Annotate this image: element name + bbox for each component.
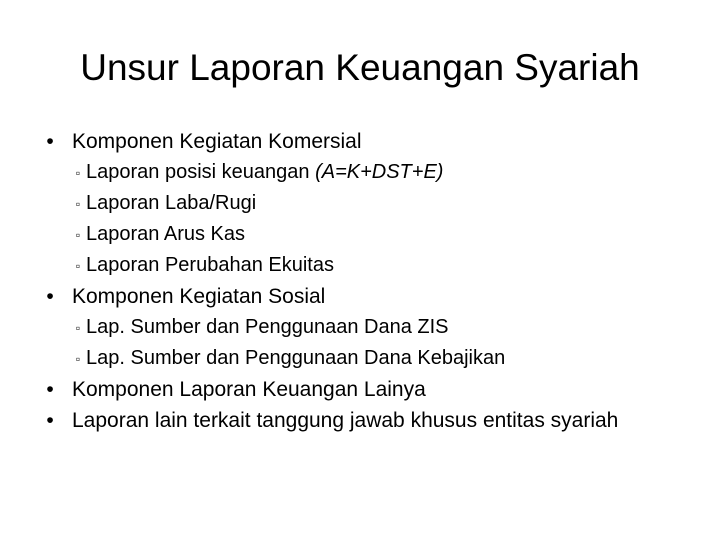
square-bullet-icon: ▫ — [75, 352, 81, 366]
list-item-komponen-komersial — [30, 128, 690, 155]
slide-title: Unsur Laporan Keuangan Syariah — [80, 47, 640, 88]
accounting-equation: (A=K+DST+E) — [315, 161, 444, 183]
list-item-laporan-arus-kas — [30, 221, 690, 248]
list-item-text: Laporan Perubahan Ekuitas — [86, 254, 334, 276]
list-item-lap-dana-kebajikan — [30, 345, 690, 372]
bullet-icon: • — [46, 378, 54, 401]
list-item-laporan-posisi-keuangan — [30, 159, 690, 186]
list-item-text: Laporan Arus Kas — [86, 223, 245, 245]
list-item-laporan-lain — [30, 407, 690, 434]
square-bullet-icon: ▫ — [75, 166, 81, 180]
list-item-text: Laporan posisi keuangan — [86, 161, 316, 183]
bullet-icon: • — [46, 409, 54, 432]
list-item-text: Komponen Laporan Keuangan Lainya — [72, 378, 426, 401]
square-bullet-icon: ▫ — [75, 197, 81, 211]
list-item-lap-dana-zis — [30, 314, 690, 341]
list-item-text: Komponen Kegiatan Komersial — [72, 130, 362, 153]
square-bullet-icon: ▫ — [75, 321, 81, 335]
list-item-text: Laporan Laba/Rugi — [86, 192, 257, 214]
bullet-list — [30, 128, 690, 438]
bullet-icon: • — [46, 285, 54, 308]
list-item-komponen-sosial — [30, 283, 690, 310]
list-item-text: Komponen Kegiatan Sosial — [72, 285, 326, 308]
list-item-text: Lap. Sumber dan Penggunaan Dana Kebajikan — [86, 347, 506, 369]
square-bullet-icon: ▫ — [75, 259, 81, 273]
bullet-icon: • — [46, 130, 54, 153]
list-item-laporan-perubahan-ekuitas — [30, 252, 690, 279]
list-item-laporan-laba-rugi — [30, 190, 690, 217]
list-item-text: Lap. Sumber dan Penggunaan Dana ZIS — [86, 316, 449, 338]
list-item-text: Laporan lain terkait tanggung jawab khusus entitas syariah — [72, 409, 619, 432]
list-item-komponen-lainya — [30, 376, 690, 403]
square-bullet-icon: ▫ — [75, 228, 81, 242]
